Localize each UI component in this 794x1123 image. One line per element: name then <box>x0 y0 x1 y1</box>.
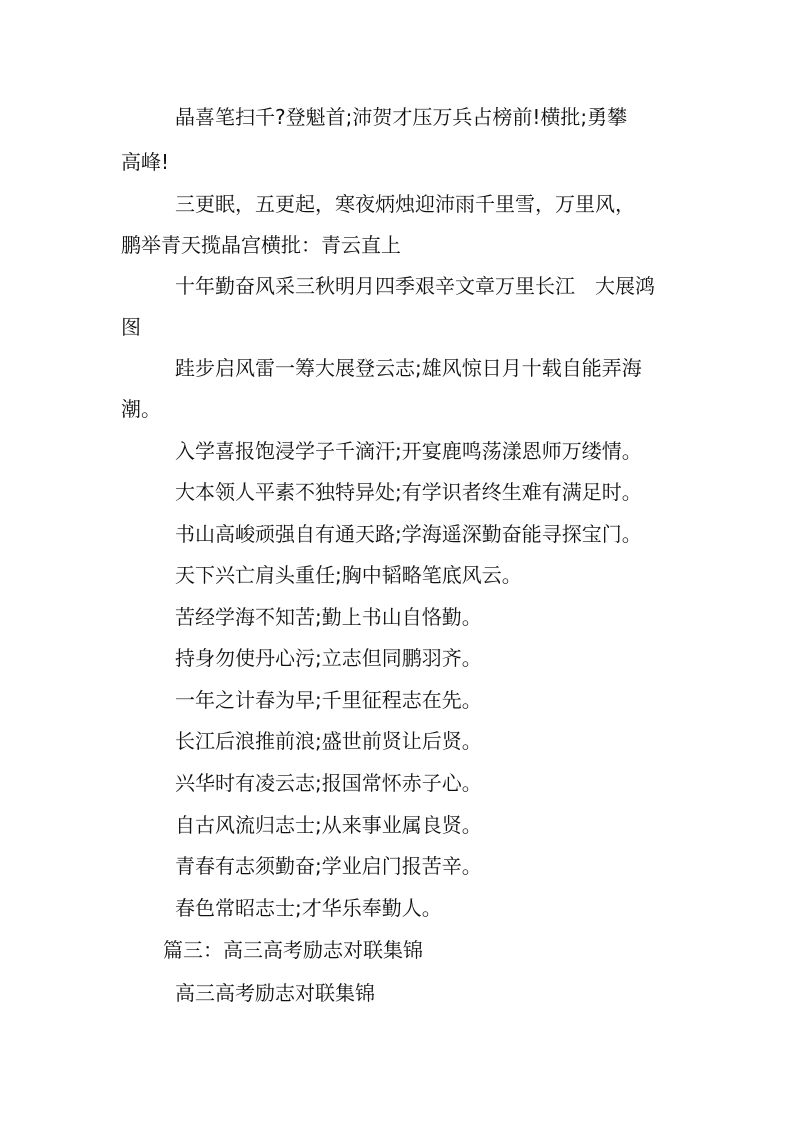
couplet-line: 晶喜笔扫千?登魁首;沛贺才压万兵占榜前!横批;勇攀 <box>175 105 628 129</box>
couplet-line: 持身勿使丹心污;立志但同鹏羽齐。 <box>175 646 482 670</box>
section-subtitle: 高三高考励志对联集锦 <box>175 981 375 1005</box>
couplet-line: 书山高峻顽强自有通天路;学海遥深勤奋能寻探宝门。 <box>175 522 642 546</box>
couplet-line: 青春有志须勤奋;学业启门报苦辛。 <box>175 854 482 878</box>
couplet-line: 大本领人平素不独特异处;有学识者终生难有满足时。 <box>175 480 642 504</box>
section-heading: 篇三：高三高考励志对联集锦 <box>163 938 423 962</box>
couplet-line: 图 <box>121 315 141 339</box>
couplet-line: 潮。 <box>121 397 161 421</box>
couplet-line: 入学喜报饱浸学子千滴汗;开宴鹿鸣荡漾恩师万缕情。 <box>175 439 642 463</box>
couplet-line: 三更眠，五更起，寒夜炳烛迎沛雨千里雪，万里风， <box>175 192 635 216</box>
couplet-line: 鹏举青天揽晶宫横批：青云直上 <box>121 233 401 257</box>
couplet-line: 高峰! <box>121 150 170 174</box>
couplet-line: 苦经学海不知苦;勤上书山自恪勤。 <box>175 605 482 629</box>
couplet-line: 天下兴亡肩头重任;胸中韬略笔底风云。 <box>175 563 522 587</box>
couplet-line: 长江后浪推前浪;盛世前贤让后贤。 <box>175 729 482 753</box>
couplet-line: 兴华时有凌云志;报国常怀赤子心。 <box>175 771 482 795</box>
couplet-line: 跬步启风雷一筹大展登云志;雄风惊日月十载自能弄海 <box>175 356 642 380</box>
couplet-line: 春色常昭志士;才华乐奉勤人。 <box>175 896 442 920</box>
couplet-line: 十年勤奋风采三秋明月四季艰辛文章万里长江 大展鸿 <box>175 274 655 298</box>
couplet-line: 一年之计春为早;千里征程志在先。 <box>175 688 482 712</box>
couplet-line: 自古风流归志士;从来事业属良贤。 <box>175 813 482 837</box>
